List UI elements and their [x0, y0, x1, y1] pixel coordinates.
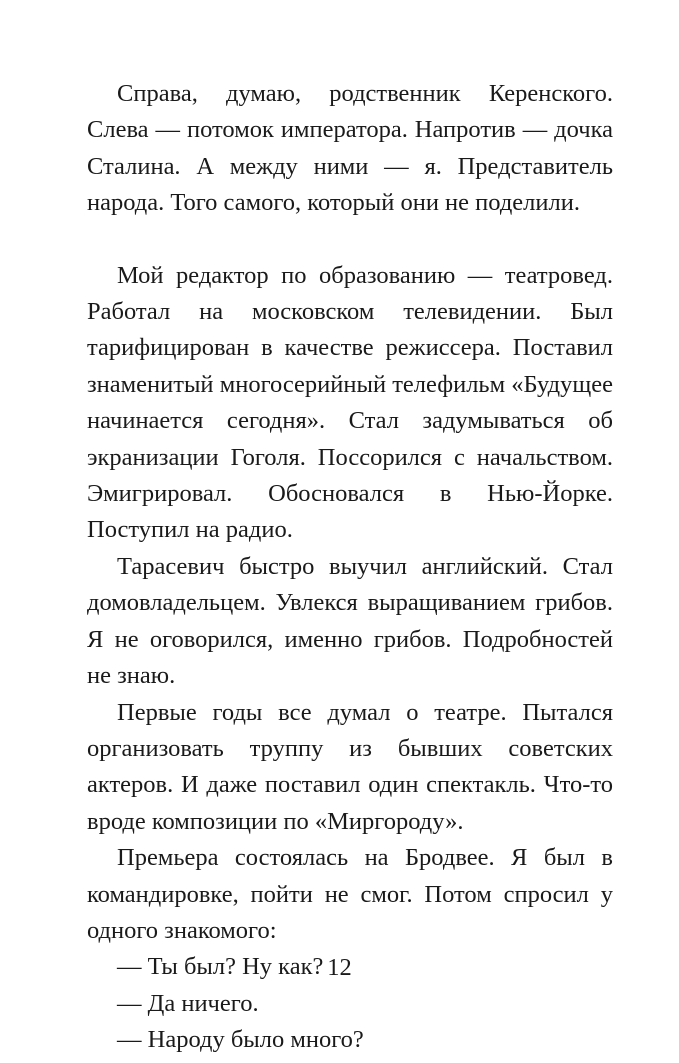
page-body: [87, 76, 613, 1059]
section-break: [87, 222, 613, 258]
paragraph-5: Премьера состоялась на Бродвее. Я был в командировке, пойти не смог. Потом спросил у одного знакомого:: [87, 844, 613, 944]
paragraph-4: Первые годы все думал о театре. Пытался организовать труппу из бывших советских актеров. И даже поставил один спектакль. Что-то вроде композиции по «Миргороду».: [87, 698, 613, 835]
page-number: 12: [327, 954, 352, 981]
paragraph-1: Справа, думаю, родственник Керенского. Слева — потомок императора. Напротив — дочка Сталина. А между ними — я. Представитель народа. Того самого, который они не поделили.: [87, 80, 613, 217]
paragraph-2: Мой редактор по образованию — театровед. Работал на московском телевидении. Был тарифицирован в качестве режиссера. Поставил знаменитый многосерийный телефильм «Будущее начинается сегодня». Стал задумываться об экранизации Гоголя. Поссорился с начальством. Эмигрировал. Обосновался в Нью-Йорке. Поступил на радио.: [87, 261, 613, 544]
dialog-line-2: — Да ничего.: [117, 989, 259, 1017]
dialog-line-1: — Ты был? Ну как?: [117, 953, 324, 981]
paragraph-3: Тарасевич быстро выучил английский. Стал домовладельцем. Увлекся выращиванием грибов. Я не оговорился, именно грибов. Подробностей не знаю.: [87, 552, 613, 690]
dialog-line-3: — Народу было много?: [117, 1026, 364, 1054]
